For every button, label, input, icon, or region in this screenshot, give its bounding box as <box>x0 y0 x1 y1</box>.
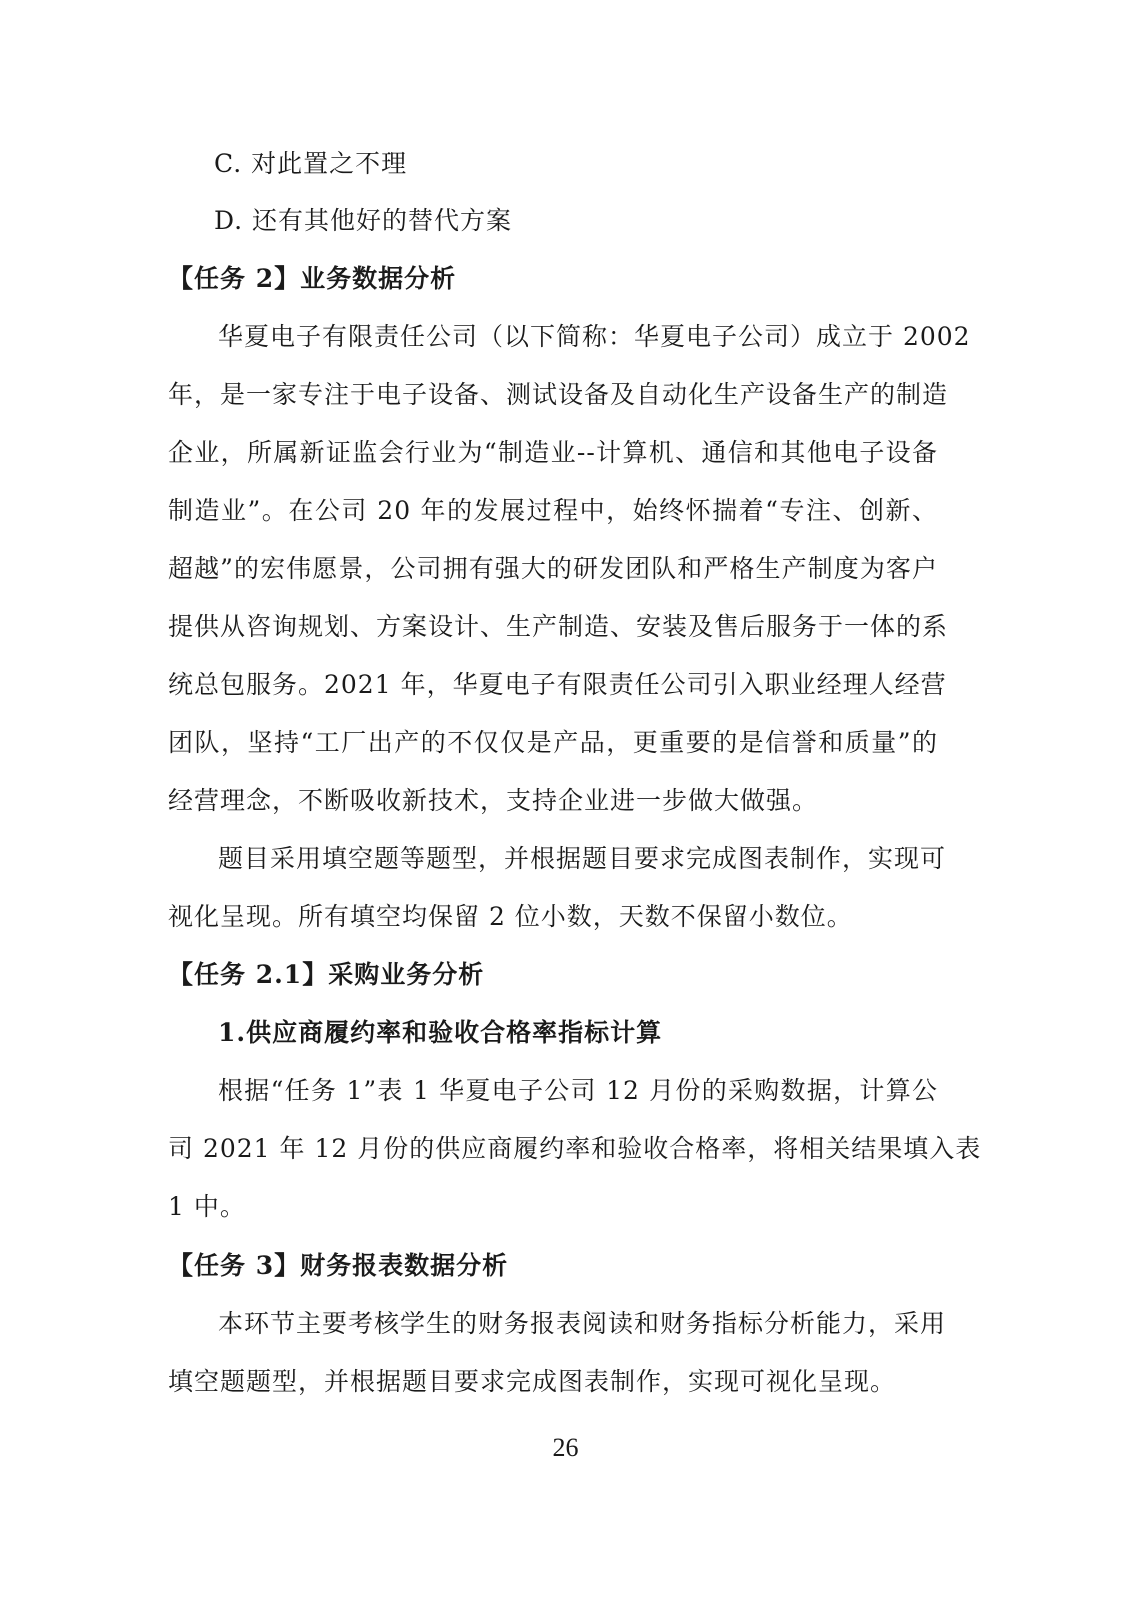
task2-paragraph-line: 统总包服务。2021 年，华夏电子有限责任公司引入职业经理人经营 <box>168 670 947 699</box>
task3-paragraph-line: 填空题题型，并根据题目要求完成图表制作，实现可视化呈现。 <box>168 1367 897 1396</box>
task2-1-paragraph-line: 1 中。 <box>168 1192 246 1221</box>
task2-note-line: 视化呈现。所有填空均保留 2 位小数，天数不保留小数位。 <box>168 902 853 931</box>
page-number: 26 <box>552 1433 579 1462</box>
task2-heading: 【任务 2】业务数据分析 <box>168 264 457 293</box>
task2-note-line: 题目采用填空题等题型，并根据题目要求完成图表制作，实现可 <box>218 844 947 873</box>
task2-1-paragraph-line: 根据“任务 1”表 1 华夏电子公司 12 月份的采购数据，计算公 <box>218 1076 938 1105</box>
task2-1-paragraph-line: 司 2021 年 12 月份的供应商履约率和验收合格率，将相关结果填入表 <box>168 1134 982 1163</box>
task2-paragraph-line: 年，是一家专注于电子设备、测试设备及自动化生产设备生产的制造 <box>168 380 949 409</box>
task2-paragraph-line: 企业，所属新证监会行业为“制造业--计算机、通信和其他电子设备 <box>168 438 938 467</box>
task3-heading: 【任务 3】财务报表数据分析 <box>168 1251 509 1280</box>
task3-paragraph-line: 本环节主要考核学生的财务报表阅读和财务指标分析能力，采用 <box>218 1309 947 1338</box>
task2-paragraph-line: 团队，坚持“工厂出产的不仅仅是产品，更重要的是信誉和质量”的 <box>168 728 938 757</box>
task2-1-subheading: 1.供应商履约率和验收合格率指标计算 <box>218 1018 663 1047</box>
task2-paragraph-line: 制造业”。在公司 20 年的发展过程中，始终怀揣着“专注、创新、 <box>168 496 938 525</box>
task2-paragraph-line: 超越”的宏伟愿景，公司拥有强大的研发团队和严格生产制度为客户 <box>168 554 938 583</box>
task2-paragraph-line: 提供从咨询规划、方案设计、生产制造、安装及售后服务于一体的系 <box>168 612 949 641</box>
task2-paragraph-line: 经营理念，不断吸收新技术，支持企业进一步做大做强。 <box>168 786 819 815</box>
option-c: C. 对此置之不理 <box>214 149 408 178</box>
option-d: D. 还有其他好的替代方案 <box>214 206 513 235</box>
task2-paragraph-line: 华夏电子有限责任公司（以下简称：华夏电子公司）成立于 2002 <box>218 322 971 351</box>
task2-1-heading: 【任务 2.1】采购业务分析 <box>168 960 485 989</box>
